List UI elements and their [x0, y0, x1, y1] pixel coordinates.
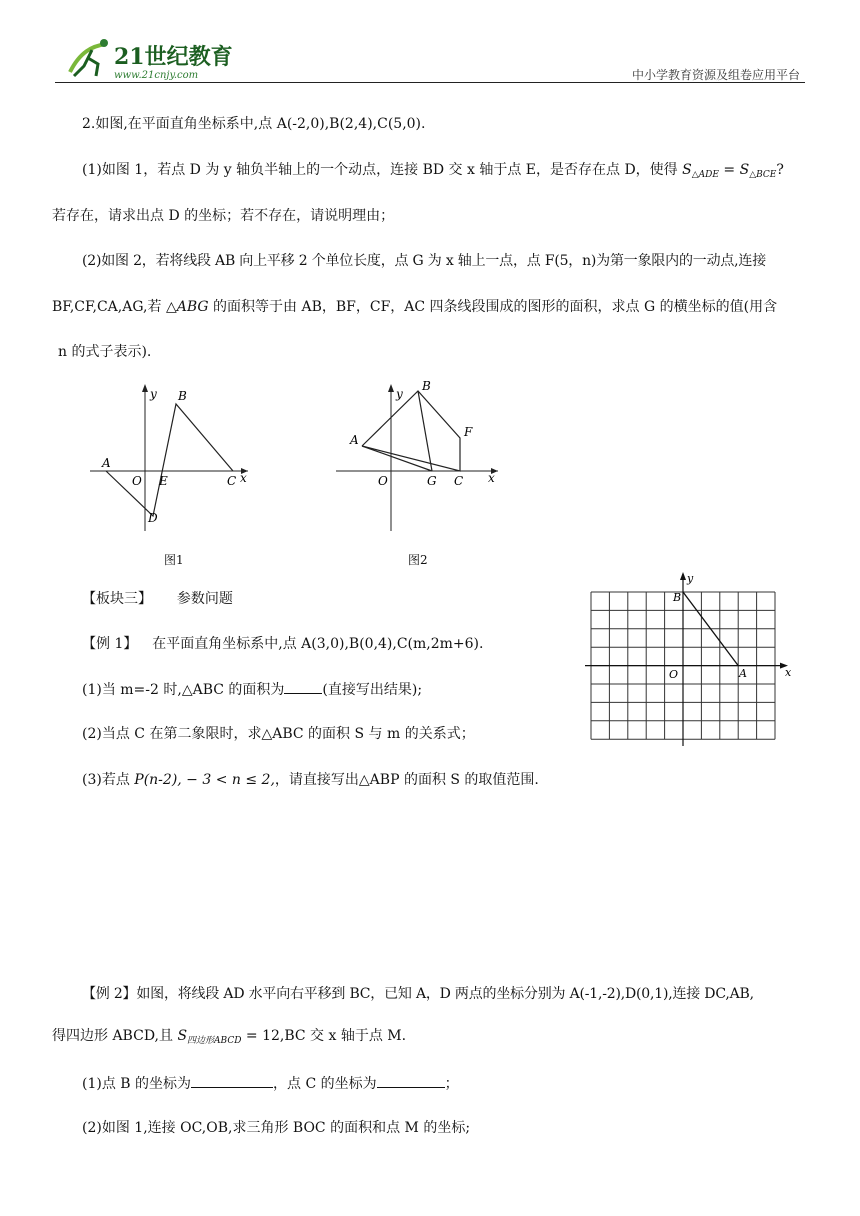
fig2-F-label: F: [464, 425, 473, 439]
header-platform-text: 中小学教育资源及组卷应用平台: [631, 68, 800, 82]
fig2-O-label: O: [378, 474, 388, 488]
site-logo: [62, 36, 232, 84]
example1-q1: (1)当 m=-2 时,△ABC 的面积为 (直接写出结果);: [82, 679, 422, 700]
example1-q3: (3)若点 P(n-2), − 3 < n ≤ 2,，请直接写出△ABP 的面积 S 的取值范围.: [82, 772, 539, 788]
q1-question-mark: ?: [776, 162, 784, 178]
logo-text: 21世纪教育: [114, 44, 232, 70]
fig2-B-label: B: [422, 379, 431, 393]
fig2-y-label: y: [396, 387, 403, 401]
fig1-O-label: O: [132, 474, 142, 488]
grid-O-label: O: [669, 668, 679, 681]
section3-title: 【板块三】: [82, 591, 152, 607]
header-divider: [55, 82, 805, 83]
fig1-C-label: C: [227, 474, 237, 488]
grid-B-label: B: [673, 591, 682, 604]
q1-equals: =: [723, 162, 736, 178]
problem2-q1-line1: [82, 160, 784, 185]
fig2-C-label: C: [454, 474, 464, 488]
example1-grid-figure: [583, 570, 803, 750]
section3-heading: [82, 589, 233, 609]
grid-x-label: x: [785, 666, 792, 679]
example1-q3-math: P(n-2), − 3 < n ≤ 2,: [134, 772, 275, 788]
problem2-q2-line3: n 的式子表示).: [58, 344, 152, 360]
fig1-E-label: E: [159, 474, 168, 488]
example2-stem-line1: 【例 2】如图，将线段 AD 水平向右平移到 BC，已知 A，D 两点的坐标分别为 A(-1,-2),D(0,1),连接 DC,AB,: [82, 986, 754, 1002]
problem2-q2-line2: BF,CF,CA,AG,若 △ABG 的面积等于由 AB，BF，CF，AC 四条线段围成的图形的面积，求点 G 的横坐标的值(用含: [52, 299, 778, 315]
q1-area2: $S_{\triangle BCE}$: [739, 162, 777, 180]
q1-area1: $S_{\triangle ADE}$: [682, 162, 719, 180]
logo-url: www.21cnjy.com: [114, 70, 199, 81]
section3-subtitle: 参数问题: [176, 591, 233, 607]
figure1-caption: 图1: [164, 553, 184, 567]
example2-q1-blank-c[interactable]: [377, 1073, 445, 1088]
fig2-G-label: G: [427, 474, 437, 488]
fig2-x-label: x: [488, 471, 495, 485]
fig1-B-label: B: [178, 389, 187, 403]
grid-A-label: A: [739, 667, 747, 680]
fig2-A-label: A: [350, 433, 359, 447]
problem2-stem: 2.如图,在平面直角坐标系中,点 A(-2,0),B(2,4),C(5,0).: [82, 116, 426, 132]
example1-q2: (2)当点 C 在第二象限时，求△ABC 的面积 S 与 m 的关系式；: [82, 726, 475, 742]
example2-q1: (1)点 B 的坐标为 ，点 C 的坐标为 ；: [82, 1073, 459, 1094]
problem2-q1-line2: 若存在，请求出点 D 的坐标；若不存在，请说明理由；: [52, 208, 395, 224]
example2-q1-blank-b[interactable]: [191, 1073, 273, 1088]
example1-q1-blank[interactable]: [284, 679, 322, 694]
grid-y-label: y: [687, 572, 694, 585]
fig1-x-label: x: [240, 471, 247, 485]
fig1-A-label: A: [102, 456, 111, 470]
example2-q2: (2)如图 1,连接 OC,OB,求三角形 BOC 的面积和点 M 的坐标;: [82, 1120, 471, 1136]
problem2-q2-line1: (2)如图 2，若将线段 AB 向上平移 2 个单位长度，点 G 为 x 轴上一点，点 F(5，n)为第一象限内的一动点,连接: [82, 253, 767, 269]
fig1-y-label: y: [150, 387, 157, 401]
figure2-caption: 图2: [408, 553, 428, 567]
example2-stem-line2: 得四边形 ABCD,且 $S_{四边形ABCD} = 12,BC$ 交 x 轴于点 M.: [52, 1028, 407, 1046]
fig1-D-label: D: [148, 511, 158, 525]
figure2: [334, 376, 504, 536]
figure1: [88, 376, 258, 536]
q1-text: (1)如图 1，若点 D 为 y 轴负半轴上的一个动点，连接 BD 交 x 轴于点 E，是否存在点 D，使得: [82, 162, 678, 178]
example1-stem: 【例 1】 在平面直角坐标系中,点 A(3,0),B(0,4),C(m,2m+6).: [82, 636, 484, 652]
example2-area: $S_{四边形ABCD}$: [177, 1028, 242, 1046]
